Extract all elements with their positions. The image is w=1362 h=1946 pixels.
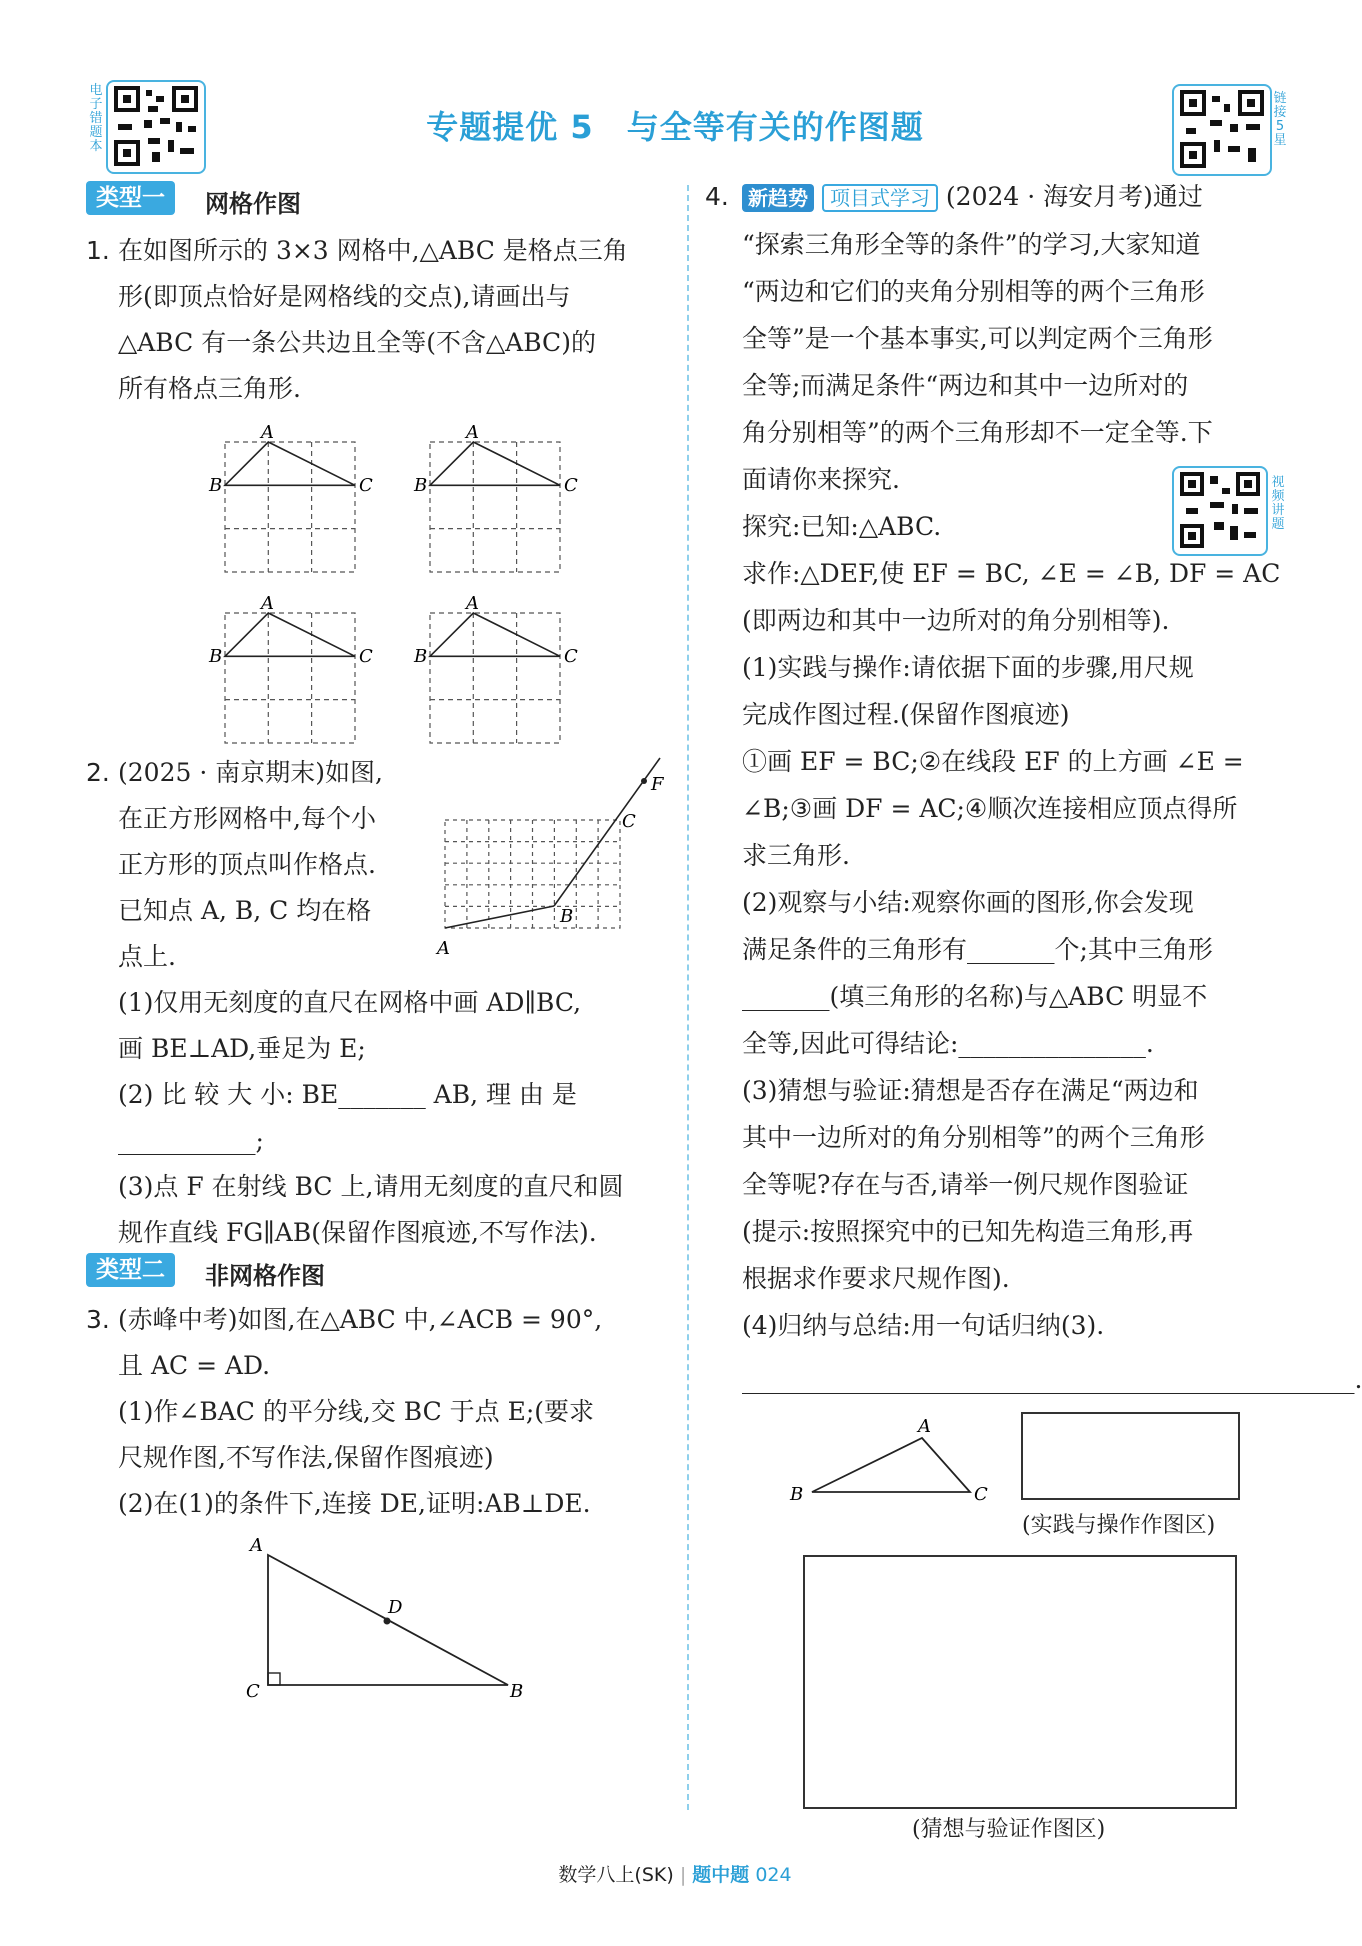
qr-label-char: 题 xyxy=(1271,517,1285,532)
badge-project-learning: 项目式学习 xyxy=(822,184,938,212)
q2-line: 画 BE⊥AD,垂足为 E; xyxy=(118,1034,366,1063)
type1-name: 网格作图 xyxy=(205,190,301,218)
q4-line: 全等”是一个基本事实,可以判定两个三角形 xyxy=(742,324,1213,353)
label-C: C xyxy=(622,811,636,832)
q4-line: 探究:已知:△ABC. xyxy=(742,512,942,541)
q3-number: 3. xyxy=(86,1305,110,1334)
type1-tag: 类型一 xyxy=(86,181,175,215)
q4-line: 求三角形. xyxy=(742,841,850,870)
label-B: B xyxy=(414,646,428,667)
practice-area-caption: (实践与操作作图区) xyxy=(1022,1513,1216,1538)
q4-line: 完成作图过程.(保留作图痕迹) xyxy=(742,700,1070,729)
practice-drawing-area[interactable] xyxy=(1021,1412,1240,1500)
q4-line: (1)实践与操作:请依据下面的步骤,用尺规 xyxy=(742,653,1194,682)
column-divider xyxy=(687,185,689,1810)
q1-number: 1. xyxy=(86,236,110,265)
q3-line: (赤峰中考)如图,在△ABC 中,∠ACB = 90°, xyxy=(118,1305,603,1334)
qr-label-char: 视 xyxy=(1271,475,1285,490)
q2-line: (3)点 F 在射线 BC 上,请用无刻度的直尺和圆 xyxy=(118,1172,624,1201)
q4-line: “探索三角形全等的条件”的学习,大家知道 xyxy=(742,230,1201,259)
type2-tag: 类型二 xyxy=(86,1253,175,1287)
qr-code-icon xyxy=(1174,468,1266,554)
label-C: C xyxy=(359,646,373,667)
q1-line: 形(即顶点恰好是网格线的交点),请画出与 xyxy=(118,282,571,311)
label-C: C xyxy=(974,1484,988,1505)
qr-video-label xyxy=(1270,476,1286,532)
label-D: D xyxy=(388,1597,403,1618)
q4-line: 其中一边所对的角分别相等”的两个三角形 xyxy=(742,1123,1205,1152)
q3-line: (1)作∠BAC 的平分线,交 BC 于点 E;(要求 xyxy=(118,1397,595,1426)
q1-grid-1 xyxy=(208,422,373,572)
label-B: B xyxy=(209,475,223,496)
qr-label-char: 题 xyxy=(89,125,103,140)
q4-number: 4. xyxy=(705,182,729,211)
badge-new-trend: 新趋势 xyxy=(742,184,814,212)
q2-line: 正方形的顶点叫作格点. xyxy=(118,850,376,879)
label-A: A xyxy=(261,593,274,614)
q4-line: (2024 · 海安月考)通过 xyxy=(945,182,1203,211)
q4-triangle-figure xyxy=(780,1410,1000,1510)
q4-line: “两边和它们的夹角分别相等的两个三角形 xyxy=(742,277,1205,306)
q3-line: (2)在(1)的条件下,连接 DE,证明:AB⊥DE. xyxy=(118,1489,591,1518)
label-A: A xyxy=(250,1535,263,1556)
q2-line: 已知点 A, B, C 均在格 xyxy=(118,896,372,925)
qr-label-char: 频 xyxy=(1271,489,1285,504)
q1-line: △ABC 有一条公共边且全等(不含△ABC)的 xyxy=(118,328,596,357)
q2-line: (2025 · 南京期末)如图, xyxy=(118,758,383,787)
guess-drawing-area[interactable] xyxy=(803,1555,1237,1809)
qr-label-char: 星 xyxy=(1273,133,1287,148)
q4-line: (即两边和其中一边所对的角分别相等). xyxy=(742,606,1170,635)
label-A: A xyxy=(437,938,450,959)
label-B: B xyxy=(414,475,428,496)
q2-line: ___________; xyxy=(118,1126,264,1155)
q2-line: 在正方形网格中,每个小 xyxy=(118,804,376,833)
q1-grid-2 xyxy=(413,422,578,572)
label-A: A xyxy=(466,422,479,443)
q1-grid-4 xyxy=(413,593,578,743)
qr-code-right[interactable] xyxy=(1172,84,1272,176)
qr-label-char: 5 xyxy=(1275,119,1285,134)
qr-code-video[interactable] xyxy=(1172,466,1268,556)
q4-line: 全等;而满足条件“两边和其中一边所对的 xyxy=(742,371,1189,400)
q4-line: 全等呢?存在与否,请举一例尺规作图验证 xyxy=(742,1170,1189,1199)
q4-line: 满足条件的三角形有_______个;其中三角形 xyxy=(742,935,1213,964)
page-number: 024 xyxy=(755,1864,792,1886)
q4-line: (4)归纳与总结:用一句话归纳(3). xyxy=(742,1311,1105,1340)
label-A: A xyxy=(261,422,274,443)
qr-right-label xyxy=(1272,92,1288,148)
label-C: C xyxy=(359,475,373,496)
qr-label-char: 本 xyxy=(89,139,103,154)
label-C: C xyxy=(246,1681,260,1702)
q4-header xyxy=(742,182,1203,212)
q3-triangle-figure xyxy=(240,1525,540,1705)
q4-line: 根据求作要求尺规作图). xyxy=(742,1264,1010,1293)
q3-line: 且 AC = AD. xyxy=(118,1351,271,1380)
q4-line: _______(填三角形的名称)与△ABC 明显不 xyxy=(742,982,1208,1011)
qr-code-icon xyxy=(1174,86,1270,174)
q1-line: 在如图所示的 3×3 网格中,△ABC 是格点三角 xyxy=(118,236,628,265)
q2-line: 点上. xyxy=(118,942,176,971)
q4-line: 角分别相等”的两个三角形却不一定全等.下 xyxy=(742,418,1213,447)
q2-number: 2. xyxy=(86,758,110,787)
label-A: A xyxy=(466,593,479,614)
label-F: F xyxy=(651,774,664,795)
q2-grid-figure xyxy=(425,750,675,965)
q4-line: 全等,因此可得结论:_______________. xyxy=(742,1029,1154,1058)
qr-label-char: 子 xyxy=(89,97,103,112)
label-B: B xyxy=(560,906,574,927)
qr-label-char: 错 xyxy=(89,111,103,126)
q1-grid-3 xyxy=(208,593,373,743)
qr-label-char: 讲 xyxy=(1271,503,1285,518)
label-C: C xyxy=(564,475,578,496)
qr-label-char: 接 xyxy=(1273,105,1287,120)
label-C: C xyxy=(564,646,578,667)
footer-subject: 数学八上(SK) xyxy=(558,1864,674,1886)
q4-line: ∠B;③画 DF = AC;④顺次连接相应顶点得所 xyxy=(742,794,1238,823)
q2-line: 规作直线 FG∥AB(保留作图痕迹,不写作法). xyxy=(118,1218,597,1247)
q2-line: (1)仅用无刻度的直尺在网格中画 AD∥BC, xyxy=(118,988,582,1017)
label-B: B xyxy=(510,1681,524,1702)
qr-label-char: 链 xyxy=(1273,91,1287,106)
label-B: B xyxy=(209,646,223,667)
q4-line: ①画 EF = BC;②在线段 EF 的上方画 ∠E = xyxy=(742,747,1244,776)
q1-grid-figures xyxy=(200,420,600,750)
footer-brand: 题中题 xyxy=(692,1864,750,1886)
label-A: A xyxy=(918,1416,931,1437)
page-footer: 数学八上(SK) | 题中题 024 xyxy=(558,1864,792,1886)
type2-name: 非网格作图 xyxy=(205,1262,325,1290)
qr-label-char: 电 xyxy=(89,83,103,98)
label-B: B xyxy=(790,1484,804,1505)
q4-line: 面请你来探究. xyxy=(742,465,900,494)
q3-line: 尺规作图,不写作法,保留作图痕迹) xyxy=(118,1443,494,1472)
q2-line: (2) 比 较 大 小: BE_______ AB, 理 由 是 xyxy=(118,1080,577,1109)
guess-area-caption: (猜想与验证作图区) xyxy=(912,1817,1106,1842)
q4-line: 求作:△DEF,使 EF = BC, ∠E = ∠B, DF = AC xyxy=(742,559,1281,588)
q4-line: (2)观察与小结:观察你画的图形,你会发现 xyxy=(742,888,1194,917)
page-title: 专题提优 5 与全等有关的作图题 xyxy=(426,108,924,146)
q4-answer-line[interactable]: _________________________________________________. xyxy=(742,1365,1362,1394)
q4-line: (3)猜想与验证:猜想是否存在满足“两边和 xyxy=(742,1076,1199,1105)
q1-line: 所有格点三角形. xyxy=(118,374,301,403)
q4-line: (提示:按照探究中的已知先构造三角形,再 xyxy=(742,1217,1194,1246)
